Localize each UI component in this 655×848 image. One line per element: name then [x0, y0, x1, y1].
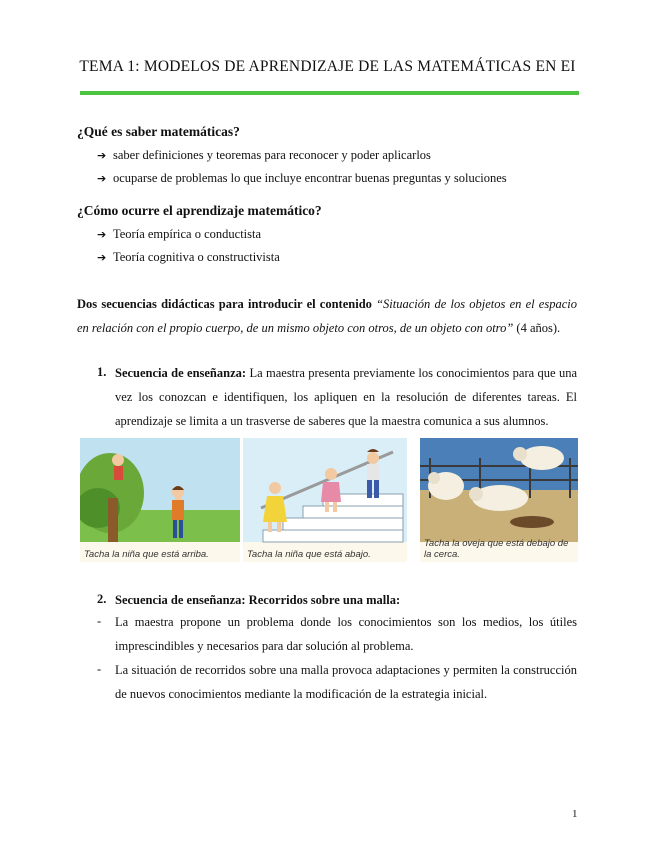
figure-girls-stairs — [243, 438, 407, 562]
figure-caption: Tacha la niña que está abajo. — [247, 549, 371, 560]
intro-tail: (4 años). — [516, 321, 561, 335]
sequence-1-paragraph — [115, 361, 577, 433]
list-item: ➔ ocuparse de problemas lo que incluye encontrar buenas preguntas y soluciones — [97, 171, 507, 185]
question-heading-2: ¿Cómo ocurre el aprendizaje matemático? — [77, 203, 322, 218]
sequence-1-number: 1. — [97, 365, 107, 379]
question-heading-1: ¿Qué es saber matemáticas? — [77, 124, 240, 139]
illustration-girl-in-tree — [80, 438, 240, 562]
list-item: ➔ Teoría empírica o conductista — [97, 227, 262, 241]
figure-sheep-fence — [420, 438, 578, 562]
intro-italic: “Situación de los objetos en el espacio en relación con el propio cuerpo, de un mismo objeto con otros, de un objeto con otro” — [77, 297, 577, 335]
intro-paragraph — [77, 292, 577, 340]
list-item: La situación de recorridos sobre una malla provoca adaptaciones y permiten la construcción de nuevos conocimientos mediante la modificación de la estrategia inicial. — [115, 663, 577, 701]
intro-bold: Dos secuencias didácticas para introducir el contenido — [77, 297, 372, 311]
dash-marker: - — [97, 662, 102, 676]
arrow-icon: ➔ — [97, 172, 107, 185]
list-item: ➔ Teoría cognitiva o constructivista — [97, 250, 280, 264]
title-divider — [80, 91, 579, 95]
sequence-1-label: Secuencia de enseñanza: — [115, 366, 247, 380]
dash-marker: - — [97, 614, 102, 628]
figure-caption: Tacha la oveja que está debajo de la cerca. — [424, 538, 569, 560]
list-item: La maestra propone un problema donde los conocimientos son los medios, los útiles imprescindibles y necesarios para dar solución al problema. — [115, 615, 577, 653]
illustration-girls-on-stairs — [243, 438, 407, 562]
sequence-2-label: Secuencia de enseñanza: Recorridos sobre una malla: — [115, 593, 401, 607]
figure-girl-tree — [80, 438, 240, 562]
list-item: ➔ saber definiciones y teoremas para reconocer y poder aplicarlos — [97, 148, 431, 162]
arrow-icon: ➔ — [97, 251, 107, 264]
arrow-icon: ➔ — [97, 228, 107, 241]
arrow-icon: ➔ — [97, 149, 107, 162]
page-title: TEMA 1: MODELOS DE APRENDIZAJE DE LAS MATEMÁTICAS EN EI — [79, 58, 576, 75]
sequence-2-number: 2. — [97, 592, 107, 606]
page-number: 1 — [572, 808, 578, 820]
sequence-1-text: La maestra presenta previamente los conocimientos para que una vez los conozcan e identifiquen, los apliquen en la resolución de diferentes tareas. El aprendizaje se limita a un trasverse de saberes que la maestra comunica a sus alumnos. — [115, 366, 577, 428]
figure-caption: Tacha la niña que está arriba. — [84, 549, 209, 560]
